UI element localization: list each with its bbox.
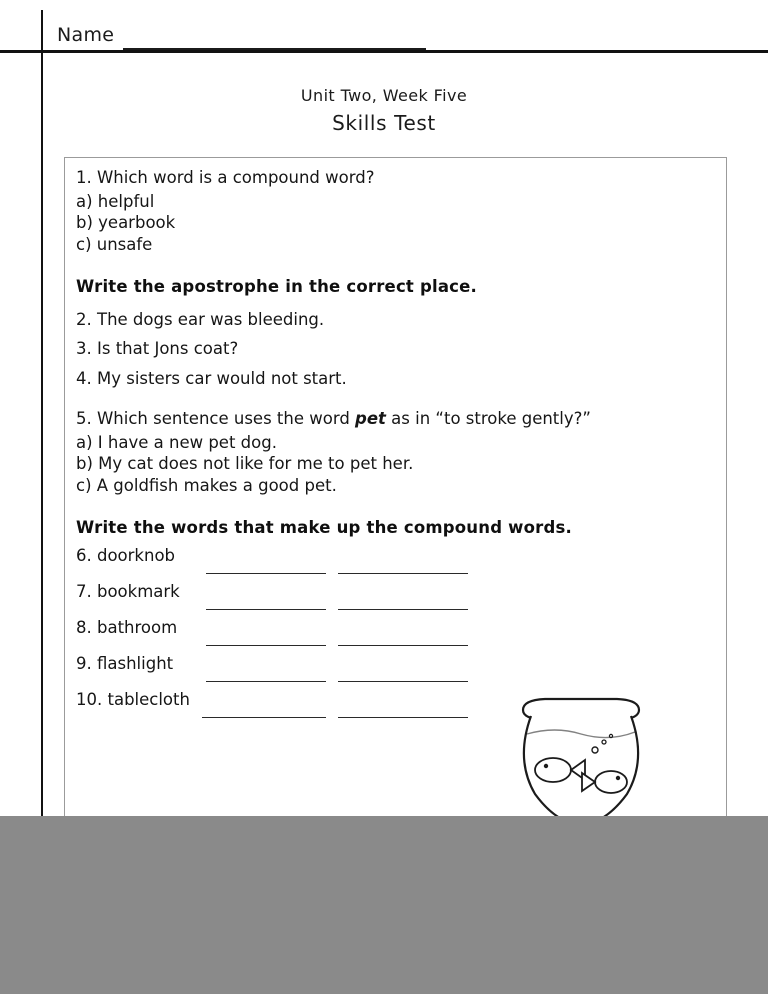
screenshot-crop-band: [0, 816, 768, 994]
question-content: [76, 170, 716, 728]
question-2: 2. The dogs ear was bleeding.: [76, 309, 325, 329]
answer-blank-10a[interactable]: [202, 717, 326, 718]
question-5-prompt: [76, 411, 716, 428]
answer-blank-8b[interactable]: [338, 645, 468, 646]
answer-blank-6b[interactable]: [338, 573, 468, 574]
instruction-apostrophe: Write the apostrophe in the correct place.: [76, 277, 477, 296]
compound-label-10: 10. tablecloth: [76, 689, 190, 709]
compound-label-9: 9. flashlight: [76, 653, 174, 673]
answer-blank-6a[interactable]: [206, 573, 326, 574]
question-1-choice-b: b) yearbook: [76, 213, 176, 232]
question-1-choice-c: c) unsafe: [76, 234, 153, 254]
compound-label-6: 6. doorknob: [76, 545, 176, 565]
question-5-prompt-after: as in “to stroke gently?”: [385, 409, 591, 428]
question-5-keyword: pet: [355, 409, 386, 428]
spacer: [76, 258, 716, 279]
instruction-compound: Write the words that make up the compound words.: [76, 518, 572, 537]
unit-subtitle: Unit Two, Week Five: [300, 86, 468, 105]
name-row: [0, 14, 768, 50]
question-5-choice-b: b) My cat does not like for me to pet her.: [76, 454, 414, 473]
compound-label-8: 8. bathroom: [76, 617, 178, 637]
header-divider: [0, 50, 768, 53]
answer-blank-7a[interactable]: [206, 609, 326, 610]
page-title: Skills Test: [332, 111, 436, 135]
answer-blank-9b[interactable]: [338, 681, 468, 682]
question-5-prompt-before: 5. Which sentence uses the word: [76, 409, 356, 428]
answer-blank-10b[interactable]: [338, 717, 468, 718]
fishbowl-illustration: [505, 690, 675, 820]
compound-label-7: 7. bookmark: [76, 581, 180, 601]
answer-blank-7b[interactable]: [338, 609, 468, 610]
question-4: 4. My sisters car would not start.: [76, 368, 347, 388]
compound-row-7: [76, 581, 716, 620]
page-heading: [0, 86, 768, 135]
question-5-choice-c: c) A goldfish makes a good pet.: [76, 475, 337, 495]
question-5-choice-a: a) I have a new pet dog.: [76, 432, 277, 452]
name-label: Name: [57, 24, 115, 46]
answer-blank-9a[interactable]: [206, 681, 326, 682]
compound-row-6: [76, 545, 716, 584]
compound-row-9: [76, 653, 716, 692]
question-1-choice-a: a) helpful: [76, 191, 155, 211]
question-3: 3. Is that Jons coat?: [76, 339, 239, 358]
question-1-prompt: 1. Which word is a compound word?: [76, 168, 375, 187]
spacer: [76, 499, 716, 520]
answer-blank-8a[interactable]: [206, 645, 326, 646]
compound-row-8: [76, 617, 716, 656]
